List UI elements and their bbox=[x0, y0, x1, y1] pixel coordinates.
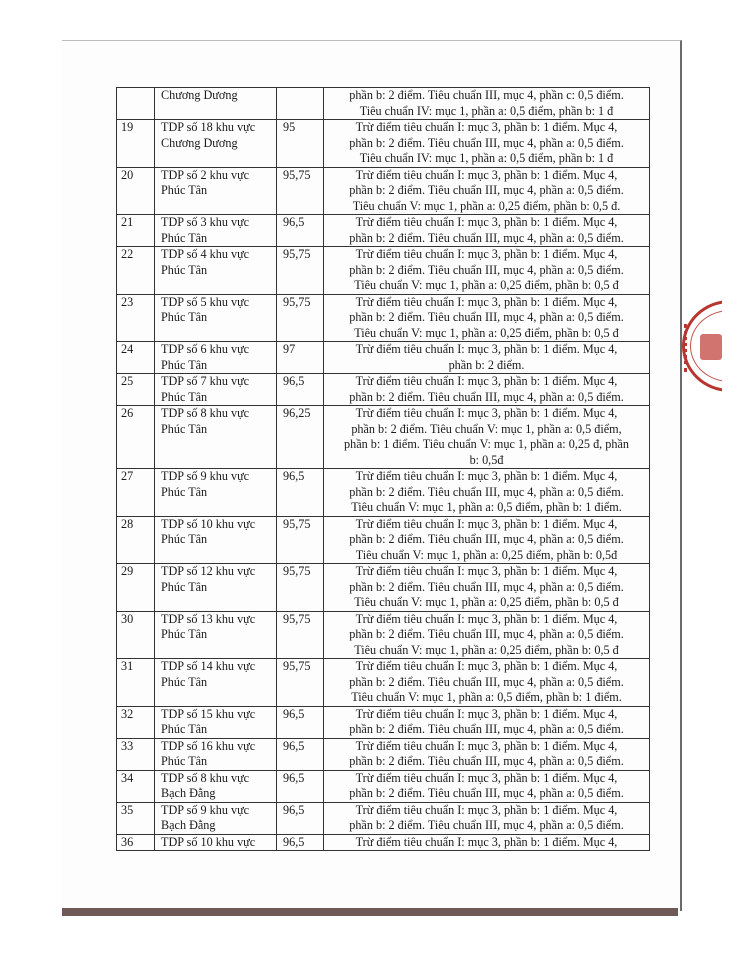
group-name-line-1: Chương Dương bbox=[161, 88, 238, 102]
table-row bbox=[117, 294, 650, 342]
score: 95,75 bbox=[277, 294, 324, 342]
row-number: 36 bbox=[117, 834, 155, 851]
score: 96,5 bbox=[277, 215, 324, 247]
reason-line: Tiêu chuẩn V: mục 1, phần a: 0,25 điểm, phần b: 0,5 đ bbox=[354, 595, 619, 609]
row-number: 32 bbox=[117, 706, 155, 738]
table-row bbox=[117, 834, 650, 851]
group-name bbox=[155, 374, 277, 406]
group-name-line-2: Phúc Tân bbox=[161, 262, 208, 277]
score: 96,5 bbox=[277, 469, 324, 517]
reason-line: Tiêu chuẩn V: mục 1, phần a: 0,25 điểm, phần b: 0,5 đ bbox=[354, 278, 619, 292]
deduction-reason bbox=[324, 834, 650, 851]
table-row bbox=[117, 564, 650, 612]
deduction-reason bbox=[324, 294, 650, 342]
deduction-reason bbox=[324, 770, 650, 802]
table-row bbox=[117, 706, 650, 738]
reason-line: Trừ điểm tiêu chuẩn I: mục 3, phần b: 1 điểm. Mục 4, bbox=[355, 247, 618, 261]
reason-line: Trừ điểm tiêu chuẩn I: mục 3, phần b: 1 điểm. Mục 4, bbox=[355, 659, 618, 673]
reason-line: Trừ điểm tiêu chuẩn I: mục 3, phần b: 1 điểm. Mục 4, bbox=[355, 469, 618, 483]
score: 95 bbox=[277, 120, 324, 168]
group-name-line-2: Bạch Đằng bbox=[161, 786, 216, 800]
reason-line: Tiêu chuẩn IV: mục 1, phần a: 0,5 điểm, phần b: 1 đ bbox=[359, 103, 614, 118]
group-name-line-2: Phúc Tân bbox=[161, 310, 208, 324]
reason-line: b: 0,5đ bbox=[469, 452, 504, 467]
deduction-reason bbox=[324, 215, 650, 247]
reason-line: Trừ điểm tiêu chuẩn I: mục 3, phần b: 1 điểm. Mục 4, bbox=[355, 802, 618, 817]
deduction-reason bbox=[324, 374, 650, 406]
score: 96,25 bbox=[277, 406, 324, 469]
group-name-line-1: TDP số 18 khu vực bbox=[161, 120, 256, 134]
group-name bbox=[155, 342, 277, 374]
row-number: 34 bbox=[117, 770, 155, 802]
group-name-line-1: TDP số 10 khu vực bbox=[161, 834, 256, 849]
reason-line: Trừ điểm tiêu chuẩn I: mục 3, phần b: 1 điểm. Mục 4, bbox=[355, 406, 618, 420]
reason-line: Trừ điểm tiêu chuẩn I: mục 3, phần b: 1 điểm. Mục 4, bbox=[355, 516, 618, 531]
table-row bbox=[117, 88, 650, 120]
reason-line: phần b: 2 điểm. Tiêu chuẩn III, mục 4, phần a: 0,5 điểm. bbox=[349, 532, 624, 546]
table-row bbox=[117, 611, 650, 659]
row-number: 29 bbox=[117, 564, 155, 612]
reason-line: Tiêu chuẩn V: mục 1, phần a: 0,25 điểm, phần b: 0,5 đ bbox=[354, 642, 619, 657]
score: 95,75 bbox=[277, 564, 324, 612]
group-name bbox=[155, 516, 277, 564]
group-name bbox=[155, 469, 277, 517]
group-name bbox=[155, 406, 277, 469]
score: 97 bbox=[277, 342, 324, 374]
reason-line: Tiêu chuẩn V: mục 1, phần a: 0,25 điểm, phần b: 0,5 đ. bbox=[352, 198, 621, 213]
row-number: 24 bbox=[117, 342, 155, 374]
row-number: 31 bbox=[117, 659, 155, 707]
reason-line: phần b: 2 điểm. Tiêu chuẩn III, mục 4, phần a: 0,5 điểm. bbox=[349, 310, 624, 324]
reason-line: phần b: 2 điểm. bbox=[448, 357, 525, 372]
row-number: 22 bbox=[117, 247, 155, 295]
reason-line: phần b: 2 điểm. Tiêu chuẩn III, mục 4, phần a: 0,5 điểm. bbox=[349, 579, 624, 594]
group-name bbox=[155, 215, 277, 247]
table-row bbox=[117, 770, 650, 802]
score: 95,75 bbox=[277, 516, 324, 564]
reason-line: phần b: 2 điểm. Tiêu chuẩn III, mục 4, phần a: 0,5 điểm. bbox=[349, 183, 624, 197]
group-name-line-1: TDP số 13 khu vực bbox=[161, 611, 256, 626]
score: 95,75 bbox=[277, 659, 324, 707]
reason-line: phần b: 2 điểm. Tiêu chuẩn III, mục 4, phần a: 0,5 điểm. bbox=[349, 230, 624, 245]
group-name bbox=[155, 802, 277, 834]
reason-line: Trừ điểm tiêu chuẩn I: mục 3, phần b: 1 điểm. Mục 4, bbox=[355, 294, 618, 309]
deduction-reason bbox=[324, 706, 650, 738]
group-name-line-2: Phúc Tân bbox=[161, 484, 208, 499]
reason-line: Trừ điểm tiêu chuẩn I: mục 3, phần b: 1 điểm. Mục 4, bbox=[355, 374, 618, 388]
evaluation-table bbox=[116, 87, 650, 851]
deduction-reason bbox=[324, 88, 650, 120]
reason-line: Tiêu chuẩn V: mục 1, phần a: 0,25 điểm, phần b: 0,5đ bbox=[355, 547, 618, 562]
reason-line: phần b: 2 điểm. Tiêu chuẩn III, mục 4, phần a: 0,5 điểm. bbox=[349, 786, 624, 800]
table-row bbox=[117, 659, 650, 707]
row-number: 19 bbox=[117, 120, 155, 168]
group-name-line-1: TDP số 10 khu vực bbox=[161, 516, 256, 531]
row-number: 28 bbox=[117, 516, 155, 564]
group-name-line-2: Phúc Tân bbox=[161, 230, 208, 245]
row-number bbox=[117, 88, 155, 120]
score: 96,5 bbox=[277, 706, 324, 738]
deduction-reason bbox=[324, 659, 650, 707]
group-name-line-1: TDP số 3 khu vực bbox=[161, 215, 250, 229]
group-name bbox=[155, 167, 277, 215]
reason-line: phần b: 1 điểm. Tiêu chuẩn V: mục 1, phần a: 0,25 đ, phần bbox=[344, 437, 629, 451]
group-name bbox=[155, 564, 277, 612]
table-row bbox=[117, 120, 650, 168]
group-name bbox=[155, 88, 277, 120]
table-row bbox=[117, 215, 650, 247]
group-name-line-1: TDP số 9 khu vực bbox=[161, 802, 250, 817]
score: 96,5 bbox=[277, 802, 324, 834]
deduction-reason bbox=[324, 516, 650, 564]
reason-line: Trừ điểm tiêu chuẩn I: mục 3, phần b: 1 điểm. Mục 4, bbox=[355, 738, 618, 753]
reason-line: phần b: 2 điểm. Tiêu chuẩn III, mục 4, phần a: 0,5 điểm. bbox=[349, 722, 624, 736]
table-row bbox=[117, 469, 650, 517]
reason-line: Tiêu chuẩn V: mục 1, phần a: 0,5 điểm, phần b: 1 điểm. bbox=[351, 500, 622, 514]
group-name bbox=[155, 659, 277, 707]
reason-line: Trừ điểm tiêu chuẩn I: mục 3, phần b: 1 điểm. Mục 4, bbox=[355, 342, 618, 356]
reason-line: Trừ điểm tiêu chuẩn I: mục 3, phần b: 1 điểm. Mục 4, bbox=[355, 167, 618, 182]
deduction-reason bbox=[324, 611, 650, 659]
group-name-line-2: Phúc Tân bbox=[161, 389, 208, 404]
score: 95,75 bbox=[277, 611, 324, 659]
deduction-reason bbox=[324, 342, 650, 374]
group-name-line-2: Phúc Tân bbox=[161, 532, 208, 546]
table-row bbox=[117, 406, 650, 469]
group-name-line-2: Phúc Tân bbox=[161, 754, 208, 768]
group-name bbox=[155, 120, 277, 168]
reason-line: Tiêu chuẩn V: mục 1, phần a: 0,25 điểm, phần b: 0,5 đ bbox=[354, 325, 619, 340]
score: 95,75 bbox=[277, 247, 324, 295]
group-name-line-2: Chương Dương bbox=[161, 135, 238, 150]
group-name-line-1: TDP số 15 khu vực bbox=[161, 706, 256, 721]
reason-line: phần b: 2 điểm. Tiêu chuẩn III, mục 4, phần c: 0,5 điểm. bbox=[349, 88, 624, 102]
group-name bbox=[155, 247, 277, 295]
row-number: 30 bbox=[117, 611, 155, 659]
reason-line: phần b: 2 điểm. Tiêu chuẩn III, mục 4, phần a: 0,5 điểm. bbox=[349, 674, 624, 689]
row-number: 20 bbox=[117, 167, 155, 215]
row-number: 33 bbox=[117, 738, 155, 770]
row-number: 27 bbox=[117, 469, 155, 517]
group-name-line-2: Phúc Tân bbox=[161, 722, 208, 736]
score: 96,5 bbox=[277, 834, 324, 851]
page-bottom-edge bbox=[62, 908, 678, 916]
reason-line: phần b: 2 điểm. Tiêu chuẩn III, mục 4, phần a: 0,5 điểm. bbox=[349, 754, 624, 768]
row-number: 26 bbox=[117, 406, 155, 469]
deduction-reason bbox=[324, 469, 650, 517]
group-name bbox=[155, 738, 277, 770]
table-row bbox=[117, 167, 650, 215]
group-name-line-1: TDP số 8 khu vực bbox=[161, 770, 250, 785]
score: 95,75 bbox=[277, 167, 324, 215]
table-row bbox=[117, 247, 650, 295]
reason-line: Trừ điểm tiêu chuẩn I: mục 3, phần b: 1 điểm. Mục 4, bbox=[355, 564, 618, 578]
reason-line: phần b: 2 điểm. Tiêu chuẩn III, mục 4, phần a: 0,5 điểm. bbox=[349, 627, 624, 641]
reason-line: Trừ điểm tiêu chuẩn I: mục 3, phần b: 1 điểm. Mục 4, bbox=[355, 706, 618, 721]
row-number: 25 bbox=[117, 374, 155, 406]
reason-line: phần b: 2 điểm. Tiêu chuẩn III, mục 4, phần a: 0,5 điểm. bbox=[349, 135, 624, 150]
table-row bbox=[117, 738, 650, 770]
row-number: 35 bbox=[117, 802, 155, 834]
deduction-reason bbox=[324, 564, 650, 612]
deduction-reason bbox=[324, 247, 650, 295]
reason-line: Trừ điểm tiêu chuẩn I: mục 3, phần b: 1 điểm. Mục 4, bbox=[355, 834, 618, 849]
row-number: 21 bbox=[117, 215, 155, 247]
row-number: 23 bbox=[117, 294, 155, 342]
reason-line: phần b: 2 điểm. Tiêu chuẩn III, mục 4, phần a: 0,5 điểm. bbox=[349, 262, 624, 277]
reason-line: Trừ điểm tiêu chuẩn I: mục 3, phần b: 1 điểm. Mục 4, bbox=[355, 215, 618, 229]
score bbox=[277, 88, 324, 120]
group-name-line-2: Phúc Tân bbox=[161, 579, 208, 594]
score: 96,5 bbox=[277, 770, 324, 802]
table-row bbox=[117, 516, 650, 564]
group-name-line-1: TDP số 12 khu vực bbox=[161, 564, 256, 578]
group-name-line-1: TDP số 9 khu vực bbox=[161, 469, 250, 483]
reason-line: phần b: 2 điểm. Tiêu chuẩn V: mục 1, phần a: 0,5 điểm, bbox=[351, 421, 622, 436]
group-name-line-1: TDP số 16 khu vực bbox=[161, 738, 256, 753]
group-name-line-1: TDP số 14 khu vực bbox=[161, 659, 256, 673]
reason-line: Trừ điểm tiêu chuẩn I: mục 3, phần b: 1 điểm. Mục 4, bbox=[355, 120, 618, 134]
scan-margin bbox=[0, 0, 740, 40]
reason-line: Tiêu chuẩn IV: mục 1, phần a: 0,5 điểm, phần b: 1 đ bbox=[359, 151, 614, 165]
group-name bbox=[155, 294, 277, 342]
group-name bbox=[155, 834, 277, 851]
deduction-reason bbox=[324, 802, 650, 834]
group-name-line-1: TDP số 7 khu vực bbox=[161, 374, 250, 388]
group-name bbox=[155, 770, 277, 802]
group-name-line-2: Phúc Tân bbox=[161, 357, 208, 372]
reason-line: Tiêu chuẩn V: mục 1, phần a: 0,5 điểm, phần b: 1 điểm. bbox=[351, 690, 622, 704]
group-name bbox=[155, 611, 277, 659]
group-name-line-1: TDP số 8 khu vực bbox=[161, 406, 250, 420]
table-row bbox=[117, 374, 650, 406]
reason-line: Trừ điểm tiêu chuẩn I: mục 3, phần b: 1 điểm. Mục 4, bbox=[355, 770, 618, 785]
group-name-line-1: TDP số 2 khu vực bbox=[161, 167, 250, 182]
deduction-reason bbox=[324, 406, 650, 469]
reason-line: phần b: 2 điểm. Tiêu chuẩn III, mục 4, phần a: 0,5 điểm. bbox=[349, 484, 624, 499]
group-name-line-1: TDP số 5 khu vực bbox=[161, 294, 250, 309]
deduction-reason bbox=[324, 738, 650, 770]
score: 96,5 bbox=[277, 374, 324, 406]
red-seal-stamp bbox=[682, 300, 722, 392]
table-row bbox=[117, 342, 650, 374]
group-name bbox=[155, 706, 277, 738]
group-name-line-2: Phúc Tân bbox=[161, 421, 208, 436]
group-name-line-2: Bạch Đằng bbox=[161, 818, 216, 832]
deduction-reason bbox=[324, 120, 650, 168]
group-name-line-2: Phúc Tân bbox=[161, 183, 208, 197]
group-name-line-2: Phúc Tân bbox=[161, 627, 208, 641]
table-row bbox=[117, 802, 650, 834]
reason-line: phần b: 2 điểm. Tiêu chuẩn III, mục 4, phần a: 0,5 điểm. bbox=[349, 389, 624, 404]
deduction-reason bbox=[324, 167, 650, 215]
group-name-line-2: Phúc Tân bbox=[161, 674, 208, 689]
reason-line: Trừ điểm tiêu chuẩn I: mục 3, phần b: 1 điểm. Mục 4, bbox=[355, 611, 618, 626]
group-name-line-1: TDP số 4 khu vực bbox=[161, 247, 250, 261]
score: 96,5 bbox=[277, 738, 324, 770]
group-name-line-1: TDP số 6 khu vực bbox=[161, 342, 250, 356]
reason-line: phần b: 2 điểm. Tiêu chuẩn III, mục 4, phần a: 0,5 điểm. bbox=[349, 818, 624, 832]
